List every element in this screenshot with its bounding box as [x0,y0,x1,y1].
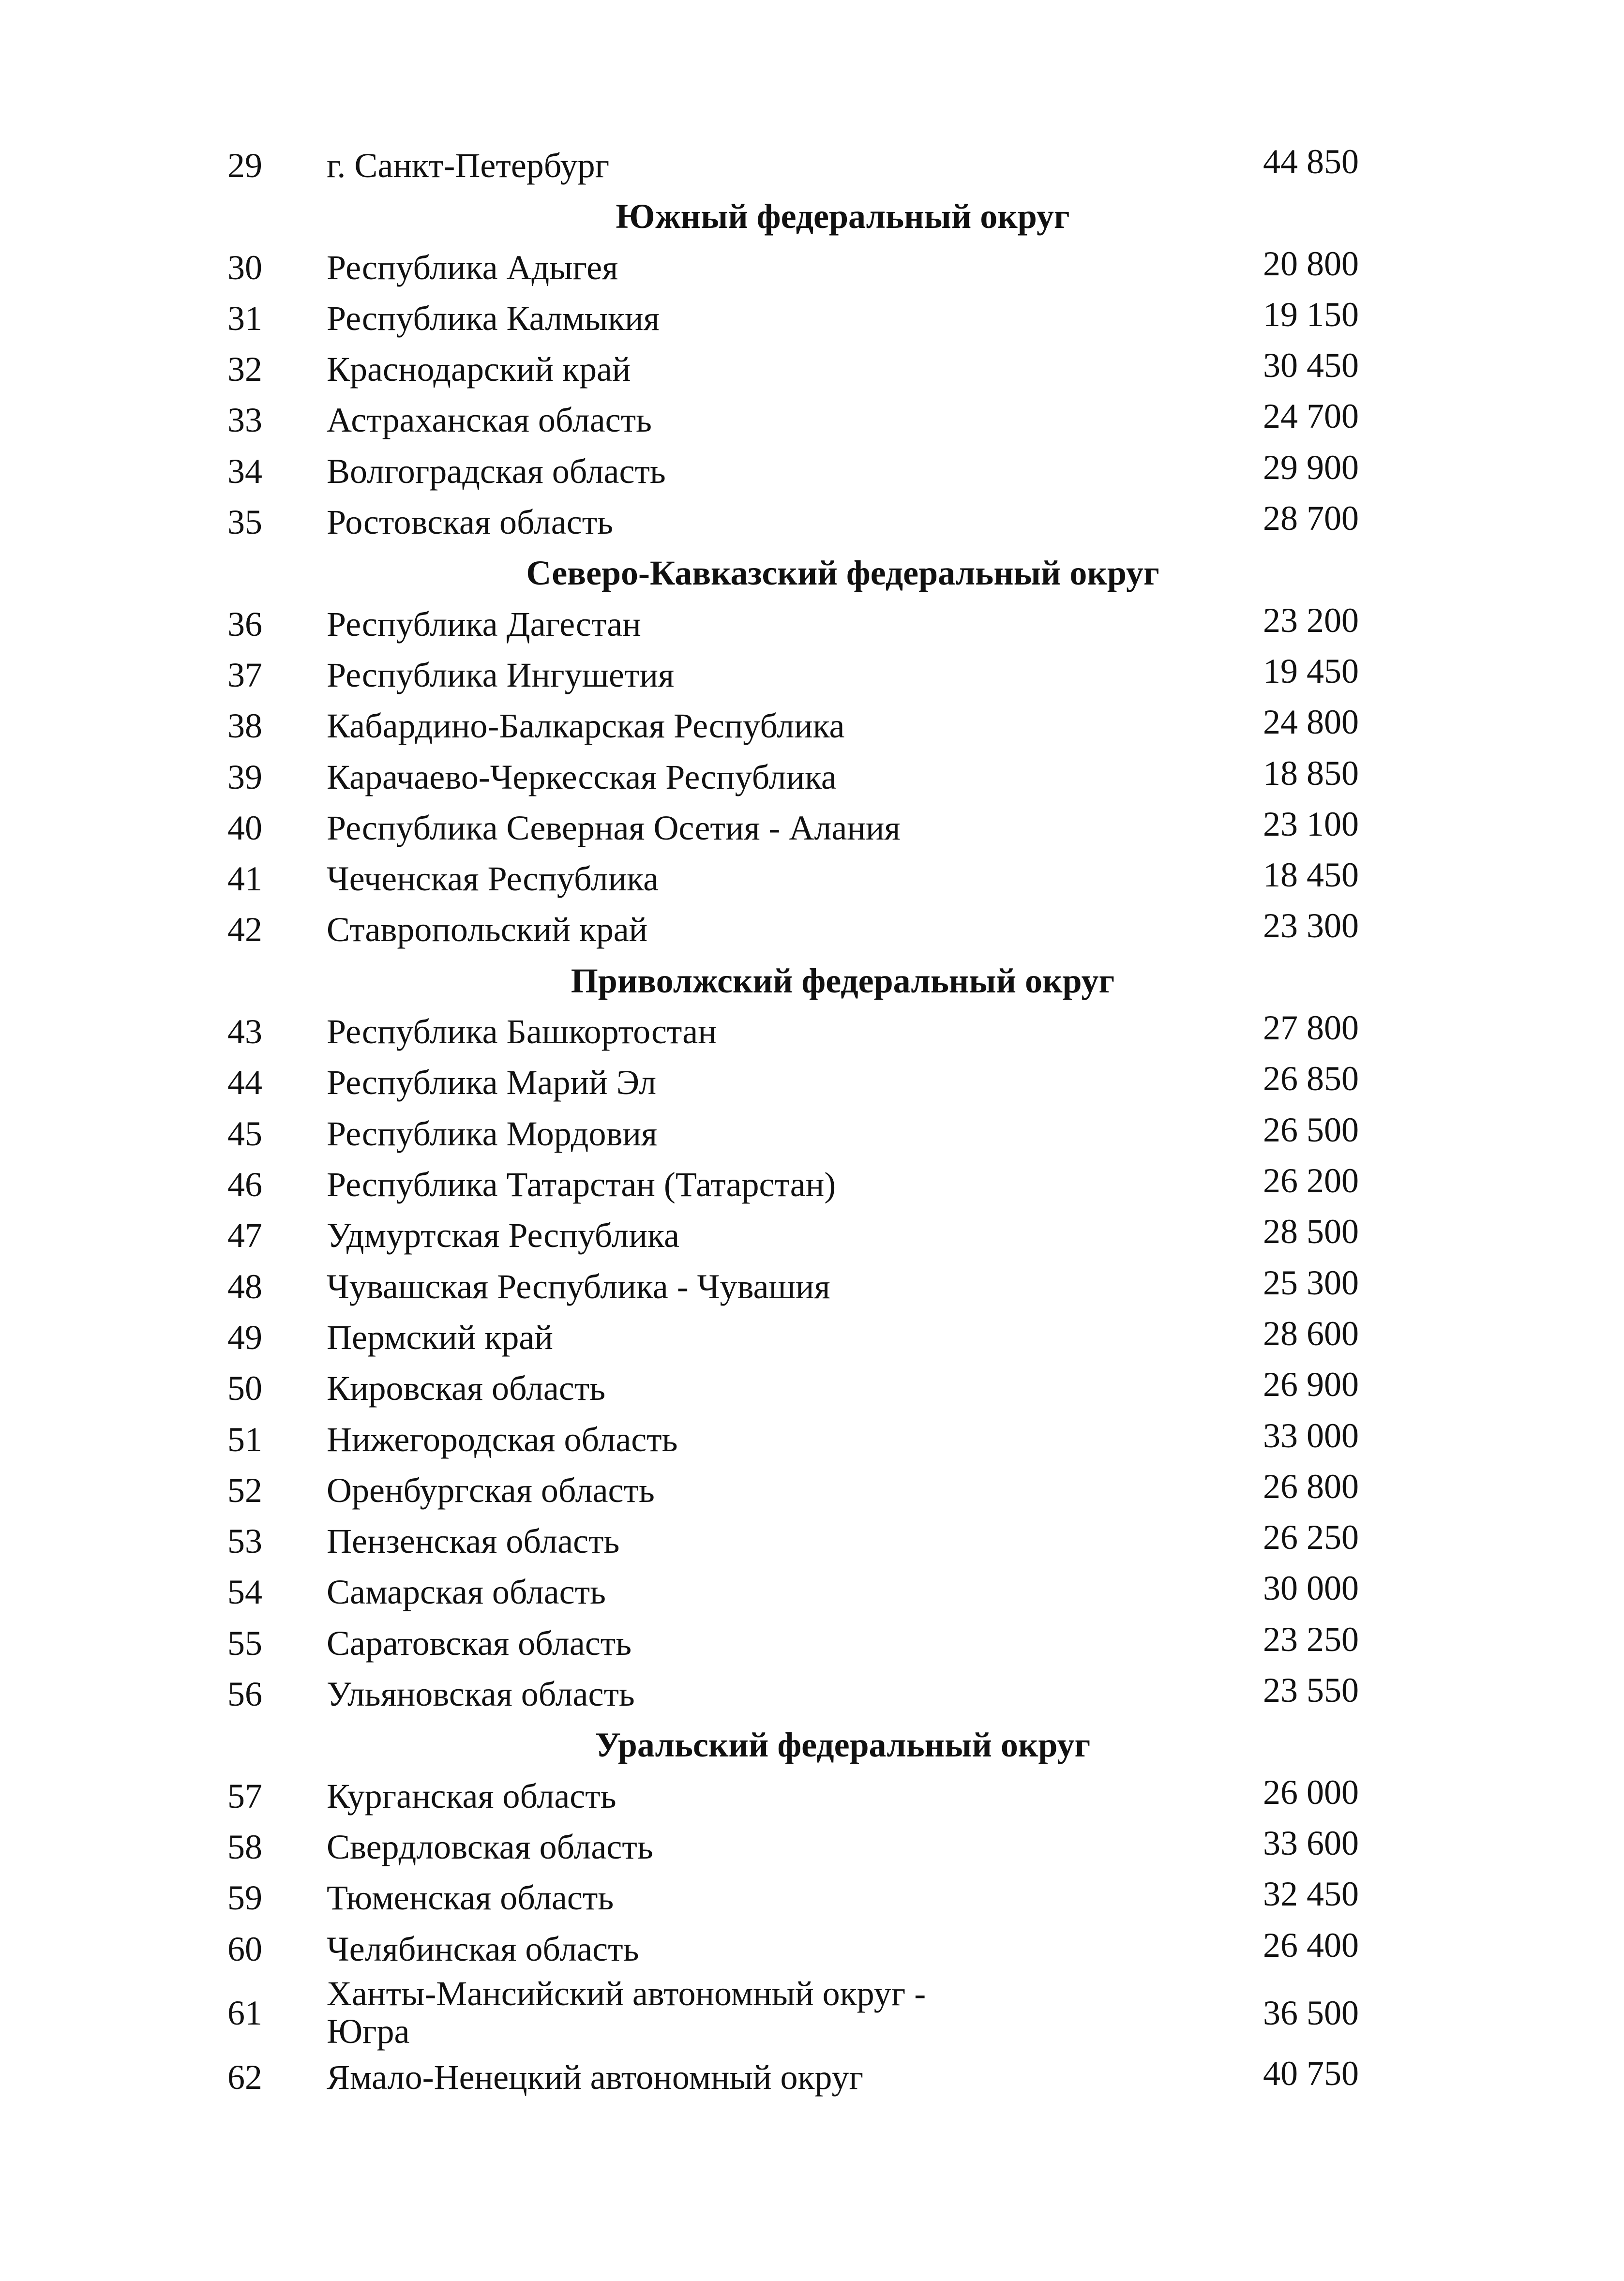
row-number: 59 [227,1878,262,1917]
district-heading: Уральский федеральный округ [595,1726,1091,1764]
region-name: Пензенская область [327,1522,620,1561]
table-row [0,293,1624,344]
row-number: 52 [227,1471,262,1510]
row-number: 61 [227,1994,262,2032]
region-name: Республика Марий Эл [327,1063,657,1102]
table-row [0,1159,1624,1210]
row-number: 55 [227,1624,262,1663]
region-name: Самарская область [327,1573,606,1611]
table-row [0,599,1624,650]
table-row [0,854,1624,904]
region-value: 23 200 [1263,601,1359,640]
table-row [0,1822,1624,1873]
table-row [0,2052,1624,2103]
region-name: Оренбургская область [327,1471,655,1510]
row-number: 46 [227,1165,262,1204]
region-name: Чеченская Республика [327,859,659,898]
row-number: 38 [227,706,262,745]
table-row [0,1363,1624,1414]
region-name: Кабардино-Балкарская Республика [327,706,845,745]
row-number: 43 [227,1012,262,1051]
table-row [0,1006,1624,1057]
region-name: Чувашская Республика - Чувашия [327,1267,830,1306]
district-heading: Приволжский федеральный округ [571,961,1115,1000]
region-value: 19 150 [1263,295,1359,334]
region-name: Республика Мордовия [327,1114,658,1153]
row-number: 35 [227,503,262,541]
region-name: Саратовская область [327,1624,632,1663]
region-value: 24 800 [1263,703,1359,741]
region-value: 32 450 [1263,1875,1359,1913]
region-value: 26 000 [1263,1773,1359,1812]
region-name: Республика Ингушетия [327,656,675,694]
region-name: Ульяновская область [327,1675,635,1713]
region-name: Свердловская область [327,1828,653,1866]
row-number: 60 [227,1930,262,1968]
row-number: 47 [227,1216,262,1255]
region-value: 33 600 [1263,1824,1359,1862]
table-row [0,904,1624,955]
region-name: Курганская область [327,1777,617,1816]
row-number: 39 [227,758,262,796]
region-value: 23 100 [1263,805,1359,843]
region-value: 18 850 [1263,754,1359,793]
region-name: Республика Калмыкия [327,299,660,338]
region-name: Республика Адыгея [327,248,618,287]
region-name: Нижегородская область [327,1420,678,1459]
table-row [0,1261,1624,1312]
row-number: 34 [227,452,262,491]
region-value: 23 300 [1263,906,1359,945]
region-value: 36 500 [1263,1994,1359,2032]
row-number: 37 [227,656,262,694]
row-number: 33 [227,401,262,439]
region-value: 26 400 [1263,1926,1359,1965]
region-value: 28 500 [1263,1212,1359,1251]
row-number: 51 [227,1420,262,1459]
row-number: 29 [227,146,262,185]
table-row [0,1873,1624,1923]
region-value: 44 850 [1263,142,1359,181]
table-row [0,140,1624,191]
region-name: Республика Северная Осетия - Алания [327,809,901,847]
table-row [0,1567,1624,1618]
region-name: Волгоградская область [327,452,666,491]
region-value: 30 450 [1263,346,1359,385]
table-row [0,752,1624,803]
row-number: 40 [227,809,262,847]
region-name: Астраханская область [327,401,652,439]
region-value: 26 800 [1263,1467,1359,1506]
region-name: Республика Башкортостан [327,1012,717,1051]
region-value: 24 700 [1263,397,1359,435]
region-name: г. Санкт-Петербург [327,146,610,185]
district-heading: Южный федеральный округ [616,197,1070,236]
table-row [0,1618,1624,1669]
region-value: 29 900 [1263,448,1359,487]
row-number: 57 [227,1777,262,1816]
region-value: 26 200 [1263,1161,1359,1200]
region-name: Краснодарский край [327,350,631,389]
region-value: 23 250 [1263,1620,1359,1659]
table-row [0,1669,1624,1720]
region-name: Республика Татарстан (Татарстан) [327,1165,836,1204]
region-value: 18 450 [1263,855,1359,894]
table-row [0,650,1624,701]
row-number: 30 [227,248,262,287]
table-row [0,1975,1624,2052]
row-number: 36 [227,605,262,644]
table-row [0,1109,1624,1159]
table-row [0,1414,1624,1465]
row-number: 53 [227,1522,262,1561]
table-row [0,1210,1624,1261]
region-value: 27 800 [1263,1008,1359,1047]
row-number: 41 [227,859,262,898]
table-row [0,446,1624,497]
region-value: 26 250 [1263,1518,1359,1557]
table-row [0,1771,1624,1822]
table-row [0,1924,1624,1975]
region-value: 33 000 [1263,1416,1359,1455]
region-name: Ставропольский край [327,910,648,949]
row-number: 50 [227,1369,262,1408]
row-number: 56 [227,1675,262,1713]
region-value: 26 500 [1263,1110,1359,1149]
region-value: 20 800 [1263,244,1359,283]
table-row [0,1057,1624,1108]
region-name: Удмуртская Республика [327,1216,679,1255]
region-value: 28 700 [1263,499,1359,538]
region-value: 25 300 [1263,1263,1359,1302]
region-value: 30 000 [1263,1569,1359,1607]
region-name: Ямало-Ненецкий автономный округ [327,2058,864,2097]
region-value: 19 450 [1263,652,1359,690]
row-number: 48 [227,1267,262,1306]
row-number: 45 [227,1114,262,1153]
region-name: Карачаево-Черкесская Республика [327,758,837,796]
region-value: 40 750 [1263,2054,1359,2093]
table-row [0,395,1624,446]
row-number: 58 [227,1828,262,1866]
region-name: Республика Дагестан [327,605,641,644]
table-row [0,1312,1624,1363]
row-number: 42 [227,910,262,949]
row-number: 49 [227,1318,262,1357]
region-value: 23 550 [1263,1671,1359,1710]
table-row [0,344,1624,395]
region-value: 26 850 [1263,1059,1359,1098]
district-heading: Северо-Кавказский федеральный округ [526,554,1159,592]
row-number: 62 [227,2058,262,2097]
row-number: 32 [227,350,262,389]
table-row [0,1516,1624,1567]
row-number: 54 [227,1573,262,1611]
region-name: Пермский край [327,1318,553,1357]
table-row [0,803,1624,854]
region-name: Тюменская область [327,1878,614,1917]
region-name: Ханты-Мансийский автономный округ - Югра [327,1974,926,2051]
row-number: 44 [227,1063,262,1102]
region-value: 26 900 [1263,1365,1359,1404]
table-row [0,242,1624,293]
table-row [0,701,1624,751]
region-name: Ростовская область [327,503,613,541]
row-number: 31 [227,299,262,338]
region-name: Челябинская область [327,1930,639,1968]
region-value: 28 600 [1263,1314,1359,1353]
region-name: Кировская область [327,1369,606,1408]
table-row [0,1465,1624,1516]
table-row [0,497,1624,548]
